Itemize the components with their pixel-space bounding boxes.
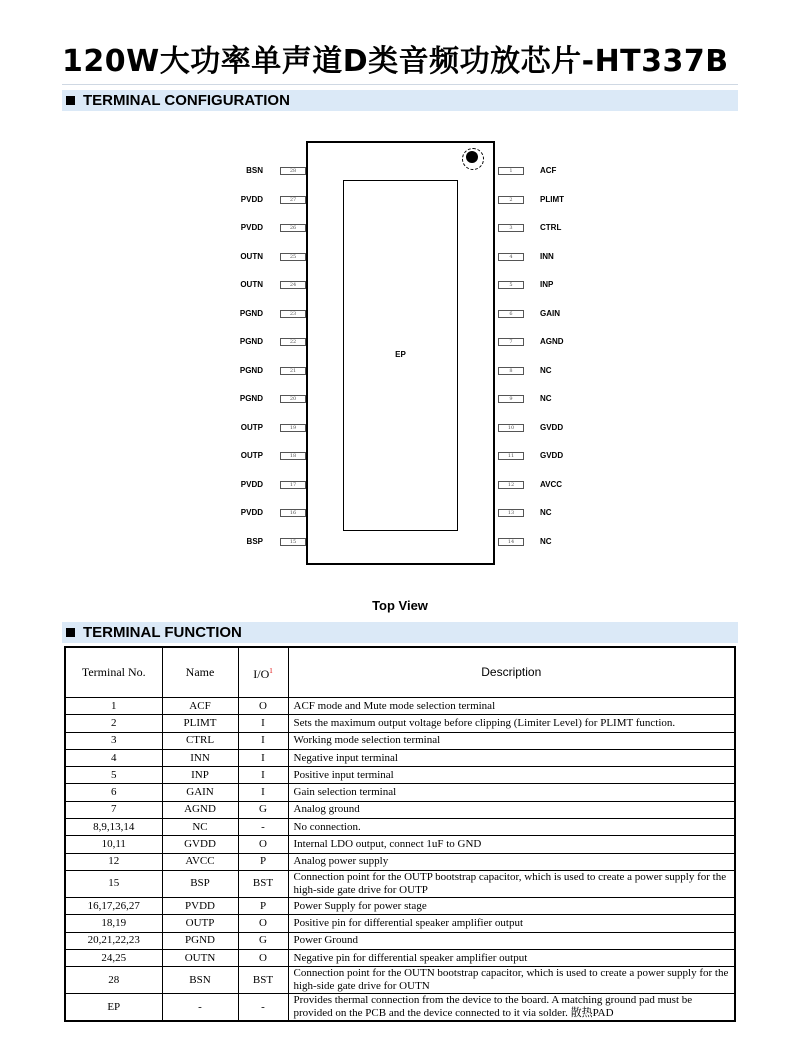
left-pin-number: 28 bbox=[280, 167, 306, 175]
left-pin-number: 25 bbox=[280, 253, 306, 261]
cell-io: BST bbox=[238, 870, 288, 897]
cell-io: P bbox=[238, 897, 288, 914]
cell-name: BSP bbox=[162, 870, 238, 897]
left-pin-name: PGND bbox=[239, 394, 263, 403]
cell-io: I bbox=[238, 767, 288, 784]
cell-io: I bbox=[238, 715, 288, 732]
header-io-label: I/O bbox=[253, 666, 270, 681]
cell-name: GAIN bbox=[162, 784, 238, 801]
cell-io: O bbox=[238, 949, 288, 966]
table-row bbox=[65, 784, 735, 801]
right-pin-name: GAIN bbox=[540, 308, 560, 318]
cell-io: - bbox=[238, 994, 288, 1022]
cell-name: GVDD bbox=[162, 836, 238, 853]
left-pin-number: 24 bbox=[280, 281, 306, 289]
cell-name: AVCC bbox=[162, 853, 238, 870]
table-row bbox=[65, 801, 735, 818]
cell-description: Negative pin for differential speaker amplifier output bbox=[288, 949, 735, 966]
cell-terminal-no: 4 bbox=[65, 749, 162, 766]
cell-io: BST bbox=[238, 967, 288, 994]
table-row bbox=[65, 853, 735, 870]
terminal-function-table bbox=[64, 646, 736, 1022]
cell-terminal-no: 7 bbox=[65, 801, 162, 818]
left-pin-name: PVDD bbox=[240, 194, 263, 204]
left-pin-name: PGND bbox=[239, 365, 263, 375]
right-pin-name: NC bbox=[540, 508, 552, 517]
cell-io: O bbox=[238, 836, 288, 853]
section-title: TERMINAL FUNCTION bbox=[83, 624, 242, 641]
cell-description: Positive input terminal bbox=[288, 767, 735, 784]
cell-name: OUTN bbox=[162, 949, 238, 966]
right-pin-name: ACF bbox=[540, 166, 557, 175]
table-row bbox=[65, 732, 735, 749]
table-row bbox=[65, 715, 735, 732]
diagram-caption: Top View bbox=[372, 598, 428, 613]
cell-io: I bbox=[238, 732, 288, 749]
cell-description: Connection point for the OUTP bootstrap capacitor, which is used to create a power supply for the high-side gate drive for OUTP bbox=[288, 870, 735, 897]
cell-name: AGND bbox=[162, 801, 238, 818]
cell-name: PLIMT bbox=[162, 715, 238, 732]
left-pin-name: PVDD bbox=[240, 508, 263, 517]
right-pin-number: 10 bbox=[498, 424, 524, 432]
left-pin-number: 27 bbox=[280, 196, 306, 204]
cell-description: Analog power supply bbox=[288, 853, 735, 870]
right-pin-name: GVDD bbox=[540, 422, 564, 432]
left-pin-name: OUTP bbox=[240, 451, 263, 460]
footnote-marker: 1 bbox=[269, 666, 273, 675]
cell-io: P bbox=[238, 853, 288, 870]
cell-io: I bbox=[238, 784, 288, 801]
table-row bbox=[65, 994, 735, 1022]
cell-description: Internal LDO output, connect 1uF to GND bbox=[288, 836, 735, 853]
cell-io: G bbox=[238, 801, 288, 818]
right-pin-name: AGND bbox=[540, 337, 564, 346]
cell-description: Power Ground bbox=[288, 932, 735, 949]
right-pin-number: 1 bbox=[498, 167, 524, 175]
cell-io: O bbox=[238, 698, 288, 715]
right-pin-name: CTRL bbox=[540, 223, 562, 232]
header-io bbox=[238, 647, 288, 698]
right-pin-name: NC bbox=[540, 394, 552, 403]
left-pin-name: BSN bbox=[246, 166, 263, 175]
left-pin-number: 15 bbox=[280, 538, 306, 546]
table-row bbox=[65, 698, 735, 715]
cell-description: No connection. bbox=[288, 819, 735, 836]
table-row bbox=[65, 967, 735, 994]
table-header-row bbox=[65, 647, 735, 698]
cell-io: O bbox=[238, 915, 288, 932]
cell-terminal-no: 24,25 bbox=[65, 949, 162, 966]
left-pin-number: 17 bbox=[280, 481, 306, 489]
header-terminal-no: Terminal No. bbox=[65, 647, 162, 698]
table-row bbox=[65, 897, 735, 914]
table-row bbox=[65, 915, 735, 932]
right-pin-name: AVCC bbox=[540, 479, 563, 489]
right-pin-name: PLIMT bbox=[540, 194, 564, 204]
table-row bbox=[65, 767, 735, 784]
section-header-terminal-function bbox=[62, 622, 738, 643]
cell-terminal-no: 18,19 bbox=[65, 915, 162, 932]
cell-name: NC bbox=[162, 819, 238, 836]
cell-terminal-no: 15 bbox=[65, 870, 162, 897]
right-pin-name: NC bbox=[540, 536, 552, 546]
cell-name: CTRL bbox=[162, 732, 238, 749]
cell-terminal-no: 16,17,26,27 bbox=[65, 897, 162, 914]
cell-description: Positive pin for differential speaker amplifier output bbox=[288, 915, 735, 932]
cell-name: BSN bbox=[162, 967, 238, 994]
header-name: Name bbox=[162, 647, 238, 698]
pin1-marker-dot-icon bbox=[466, 151, 478, 163]
cell-terminal-no: 20,21,22,23 bbox=[65, 932, 162, 949]
cell-terminal-no: 6 bbox=[65, 784, 162, 801]
cell-name: - bbox=[162, 994, 238, 1022]
cell-name: ACF bbox=[162, 698, 238, 715]
cell-terminal-no: 28 bbox=[65, 967, 162, 994]
cell-description: Negative input terminal bbox=[288, 749, 735, 766]
cell-name: OUTP bbox=[162, 915, 238, 932]
left-pin-name: BSP bbox=[246, 536, 263, 546]
left-pin-number: 22 bbox=[280, 338, 306, 346]
cell-terminal-no: 12 bbox=[65, 853, 162, 870]
cell-io: I bbox=[238, 749, 288, 766]
left-pin-number: 20 bbox=[280, 395, 306, 403]
left-pin-name: OUTP bbox=[240, 422, 263, 432]
right-pin-name: INN bbox=[540, 251, 554, 261]
left-pin-name: PVDD bbox=[240, 479, 263, 489]
cell-terminal-no: 8,9,13,14 bbox=[65, 819, 162, 836]
left-pin-name: PGND bbox=[239, 337, 263, 346]
cell-name: INP bbox=[162, 767, 238, 784]
right-pin-number: 4 bbox=[498, 253, 524, 261]
right-pin-number: 8 bbox=[498, 367, 524, 375]
cell-name: PGND bbox=[162, 932, 238, 949]
cell-terminal-no: EP bbox=[65, 994, 162, 1022]
right-pin-number: 14 bbox=[498, 538, 524, 546]
cell-description: Power Supply for power stage bbox=[288, 897, 735, 914]
left-pin-name: PGND bbox=[239, 308, 263, 318]
exposed-pad-label: EP bbox=[395, 350, 406, 359]
right-pin-number: 3 bbox=[498, 224, 524, 232]
right-pin-name: GVDD bbox=[540, 451, 564, 460]
right-pin-number: 2 bbox=[498, 196, 524, 204]
cell-description: Provides thermal connection from the device to the board. A matching ground pad must be provided on the PCB and the device connected to it via solder. 散热PAD bbox=[288, 994, 735, 1022]
left-pin-number: 19 bbox=[280, 424, 306, 432]
square-bullet-icon bbox=[66, 628, 75, 637]
title-divider bbox=[62, 84, 738, 85]
section-title: TERMINAL CONFIGURATION bbox=[83, 92, 290, 109]
square-bullet-icon bbox=[66, 96, 75, 105]
cell-description: Gain selection terminal bbox=[288, 784, 735, 801]
cell-io: G bbox=[238, 932, 288, 949]
left-pin-number: 26 bbox=[280, 224, 306, 232]
table-row bbox=[65, 819, 735, 836]
cell-io: - bbox=[238, 819, 288, 836]
cell-description: Working mode selection terminal bbox=[288, 732, 735, 749]
right-pin-number: 7 bbox=[498, 338, 524, 346]
table-row bbox=[65, 749, 735, 766]
cell-terminal-no: 10,11 bbox=[65, 836, 162, 853]
cell-terminal-no: 2 bbox=[65, 715, 162, 732]
cell-description: ACF mode and Mute mode selection terminal bbox=[288, 698, 735, 715]
left-pin-number: 23 bbox=[280, 310, 306, 318]
section-header-terminal-configuration bbox=[62, 90, 738, 111]
cell-description: Sets the maximum output voltage before clipping (Limiter Level) for PLIMT function. bbox=[288, 715, 735, 732]
right-pin-name: INP bbox=[540, 280, 554, 289]
left-pin-name: OUTN bbox=[240, 280, 263, 289]
cell-terminal-no: 3 bbox=[65, 732, 162, 749]
right-pin-number: 13 bbox=[498, 509, 524, 517]
cell-description: Connection point for the OUTN bootstrap capacitor, which is used to create a power supply for the high-side gate drive for OUTN bbox=[288, 967, 735, 994]
cell-terminal-no: 1 bbox=[65, 698, 162, 715]
cell-description: Analog ground bbox=[288, 801, 735, 818]
table-row bbox=[65, 836, 735, 853]
right-pin-number: 12 bbox=[498, 481, 524, 489]
right-pin-name: NC bbox=[540, 365, 552, 375]
left-pin-name: OUTN bbox=[240, 251, 263, 261]
page-title: 120W大功率单声道D类音频功放芯片-HT337B bbox=[62, 44, 729, 79]
right-pin-number: 11 bbox=[498, 452, 524, 460]
cell-name: PVDD bbox=[162, 897, 238, 914]
right-pin-number: 9 bbox=[498, 395, 524, 403]
left-pin-number: 16 bbox=[280, 509, 306, 517]
left-pin-number: 21 bbox=[280, 367, 306, 375]
header-description: Description bbox=[288, 647, 735, 698]
right-pin-number: 6 bbox=[498, 310, 524, 318]
right-pin-number: 5 bbox=[498, 281, 524, 289]
cell-name: INN bbox=[162, 749, 238, 766]
cell-terminal-no: 5 bbox=[65, 767, 162, 784]
left-pin-name: PVDD bbox=[240, 223, 263, 232]
table-row bbox=[65, 949, 735, 966]
table-row bbox=[65, 870, 735, 897]
left-pin-number: 18 bbox=[280, 452, 306, 460]
table-row bbox=[65, 932, 735, 949]
